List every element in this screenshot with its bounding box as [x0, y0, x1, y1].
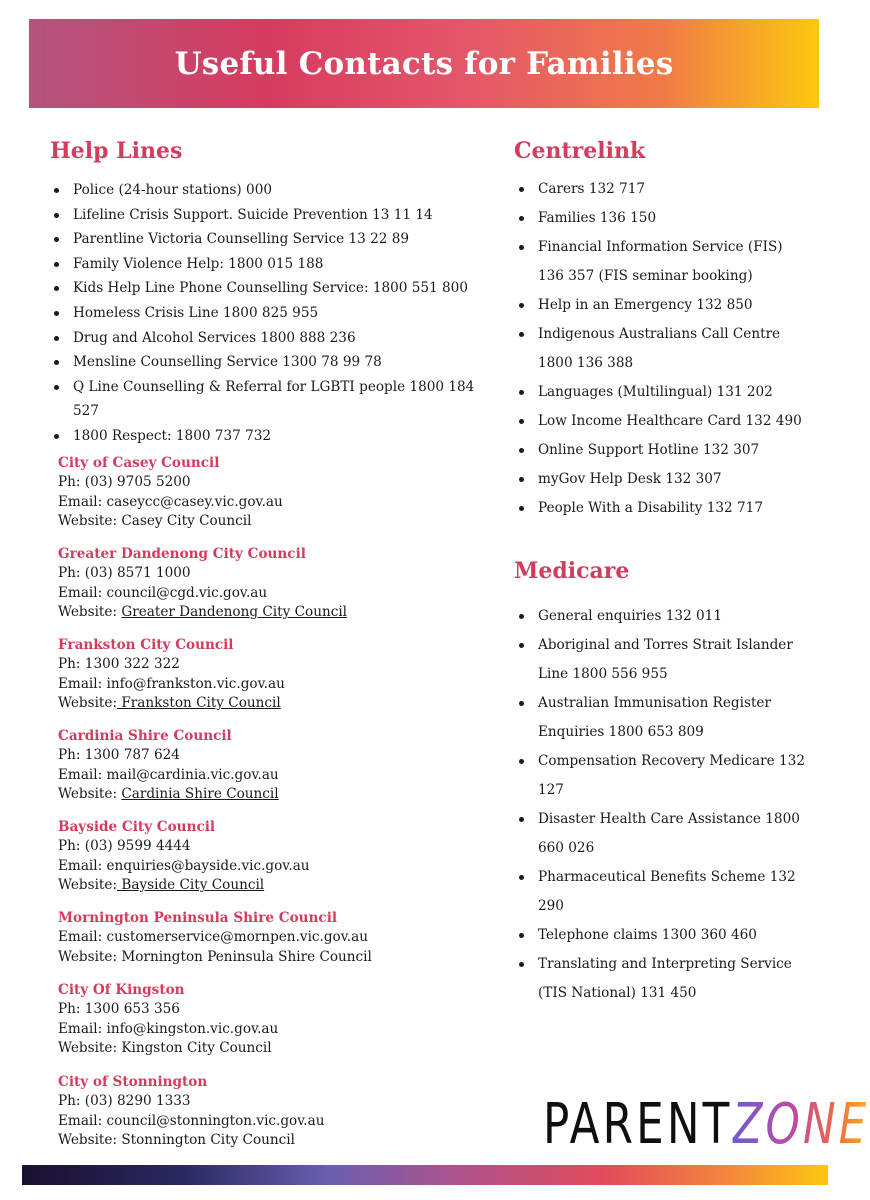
website-label: Website: — [58, 1040, 122, 1057]
council-phone: Ph: 1300 322 322 — [58, 656, 180, 673]
list-item: Carers 132 717 — [516, 175, 806, 204]
website-link[interactable]: Mornington Peninsula Shire Council — [121, 948, 372, 965]
website-label: Website: — [58, 877, 118, 894]
list-item: Telephone claims 1300 360 460 — [516, 921, 806, 950]
medicare-list — [516, 602, 806, 1008]
council-phone: Ph: (03) 9705 5200 — [58, 474, 191, 491]
list-item: Languages (Multilingual) 131 202 — [516, 378, 806, 407]
list-item: Homeless Crisis Line 1800 825 955 — [51, 301, 491, 326]
list-item: Mensline Counselling Service 1300 78 99 78 — [51, 350, 491, 375]
council-name: Mornington Peninsula Shire Council — [58, 910, 338, 926]
footer-gradient-bar — [22, 1165, 828, 1185]
council-name: City Of Kingston — [58, 982, 185, 998]
centrelink-list — [516, 175, 806, 523]
council-name: City of Casey Council — [58, 455, 220, 471]
list-item: Q Line Counselling & Referral for LGBTI people 1800 184 527 — [51, 375, 491, 424]
council-frankston — [58, 636, 478, 714]
council-stonnington — [58, 1073, 478, 1151]
council-email: Email: enquiries@bayside.vic.gov.au — [58, 857, 310, 874]
council-email: Email: info@frankston.vic.gov.au — [58, 675, 285, 692]
website-label: Website: — [58, 695, 118, 712]
list-item: myGov Help Desk 132 307 — [516, 465, 806, 494]
website-label: Website: — [58, 513, 122, 530]
council-bayside — [58, 818, 478, 896]
list-item: Police (24-hour stations) 000 — [51, 178, 491, 203]
list-item: Families 136 150 — [516, 204, 806, 233]
council-website — [58, 694, 478, 713]
council-website — [58, 785, 478, 804]
council-phone: Ph: (03) 8290 1333 — [58, 1093, 191, 1110]
council-email: Email: council@stonnington.vic.gov.au — [58, 1112, 325, 1129]
council-name: City of Stonnington — [58, 1074, 208, 1090]
logo-parent-text: PARENT — [543, 1092, 733, 1157]
council-phone: Ph: 1300 787 624 — [58, 747, 180, 764]
list-item: Financial Information Service (FIS) 136 357 (FIS seminar booking) — [516, 233, 806, 291]
council-cardinia — [58, 727, 478, 805]
council-website — [58, 512, 478, 531]
list-item: Australian Immunisation Register Enquiries 1800 653 809 — [516, 689, 806, 747]
header-banner — [29, 19, 819, 108]
list-item: Aboriginal and Torres Strait Islander Line 1800 556 955 — [516, 631, 806, 689]
list-item: Compensation Recovery Medicare 132 127 — [516, 747, 806, 805]
website-label: Website: — [58, 1132, 122, 1149]
council-website — [58, 948, 478, 967]
list-item: Online Support Hotline 132 307 — [516, 436, 806, 465]
council-phone: Ph: (03) 8571 1000 — [58, 565, 191, 582]
list-item: 1800 Respect: 1800 737 732 — [51, 424, 491, 449]
list-item: Drug and Alcohol Services 1800 888 236 — [51, 326, 491, 351]
council-name: Cardinia Shire Council — [58, 728, 232, 744]
website-link[interactable]: Greater Dandenong City Council — [121, 604, 348, 621]
council-phone: Ph: (03) 9599 4444 — [58, 838, 191, 855]
council-kingston — [58, 981, 478, 1059]
council-email: Email: mail@cardinia.vic.gov.au — [58, 766, 279, 783]
council-email: Email: info@kingston.vic.gov.au — [58, 1020, 279, 1037]
list-item: Lifeline Crisis Support. Suicide Prevention 13 11 14 — [51, 203, 491, 228]
council-name: Greater Dandenong City Council — [58, 546, 306, 562]
website-link[interactable]: Kingston City Council — [121, 1040, 272, 1057]
website-link[interactable]: Bayside City Council — [117, 877, 265, 894]
website-link[interactable]: Frankston City Council — [117, 695, 281, 712]
council-casey — [58, 454, 478, 532]
website-link[interactable]: Stonnington City Council — [121, 1132, 295, 1149]
logo-zone-text: ZONE — [732, 1092, 870, 1157]
medicare-heading: Medicare — [514, 558, 630, 584]
council-website — [58, 1131, 478, 1150]
website-link[interactable]: Casey City Council — [121, 513, 252, 530]
website-label: Website: — [58, 604, 122, 621]
list-item: Low Income Healthcare Card 132 490 — [516, 407, 806, 436]
list-item: Parentline Victoria Counselling Service 13 22 89 — [51, 227, 491, 252]
page-title: Useful Contacts for Families — [174, 45, 674, 82]
council-email: Email: customerservice@mornpen.vic.gov.au — [58, 929, 368, 946]
website-label: Website: — [58, 786, 122, 803]
list-item: Pharmaceutical Benefits Scheme 132 290 — [516, 863, 806, 921]
council-email: Email: council@cgd.vic.gov.au — [58, 584, 268, 601]
list-item: Help in an Emergency 132 850 — [516, 291, 806, 320]
council-phone: Ph: 1300 653 356 — [58, 1001, 180, 1018]
list-item: Translating and Interpreting Service (TIS National) 131 450 — [516, 950, 806, 1008]
help-lines-list — [51, 178, 491, 449]
website-link[interactable]: Cardinia Shire Council — [121, 786, 279, 803]
list-item: People With a Disability 132 717 — [516, 494, 806, 523]
council-website — [58, 876, 478, 895]
centrelink-heading: Centrelink — [514, 138, 646, 164]
council-mornington — [58, 909, 478, 967]
help-lines-heading: Help Lines — [50, 138, 183, 164]
council-website — [58, 603, 478, 622]
list-item: Indigenous Australians Call Centre 1800 136 388 — [516, 320, 806, 378]
council-website — [58, 1039, 478, 1058]
council-dandenong — [58, 545, 478, 623]
list-item: Family Violence Help: 1800 015 188 — [51, 252, 491, 277]
list-item: Disaster Health Care Assistance 1800 660 026 — [516, 805, 806, 863]
list-item: General enquiries 132 011 — [516, 602, 806, 631]
council-email: Email: caseycc@casey.vic.gov.au — [58, 493, 283, 510]
council-name: Bayside City Council — [58, 819, 216, 835]
website-label: Website: — [58, 948, 122, 965]
council-name: Frankston City Council — [58, 637, 234, 653]
list-item: Kids Help Line Phone Counselling Service: 1800 551 800 — [51, 276, 491, 301]
parentzone-logo — [543, 1092, 870, 1157]
